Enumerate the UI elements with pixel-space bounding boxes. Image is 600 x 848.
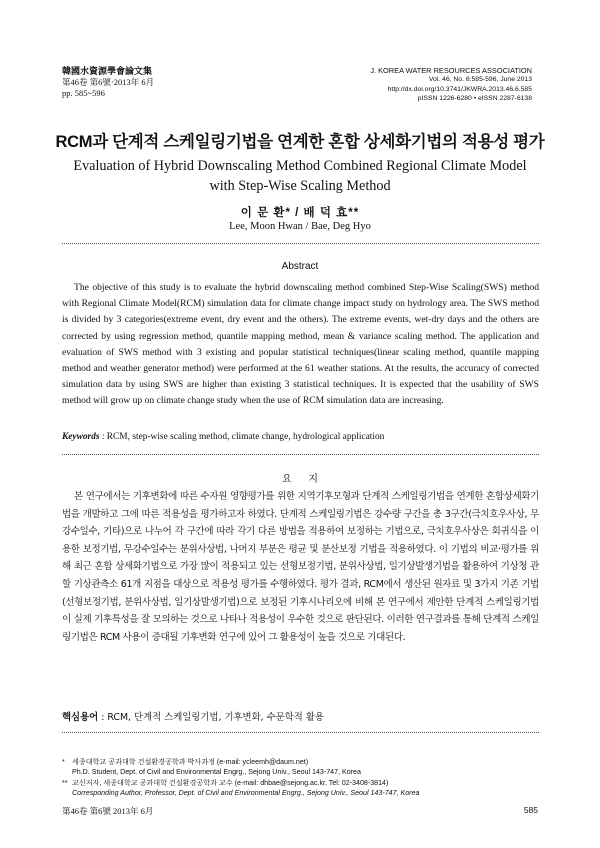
- footnote-1: [62, 758, 539, 777]
- journal-doi[interactable]: http://dx.doi.org/10.3741/JKWRA.2013.46.6.585: [387, 85, 532, 93]
- footnote-1-en: Ph.D. Student, Dept. of Civil and Environmental Engrg., Sejong Univ., Seoul 143-747, Korea: [72, 767, 361, 776]
- journal-header-right: [272, 66, 532, 103]
- journal-pages: pp. 585~596: [62, 88, 105, 98]
- footnote-1-mark: *: [62, 758, 65, 766]
- footnote-1-ko: 세종대학교 공과대학 건설환경공학과 박사과정 (e-mail: ycleemh@daum.net): [72, 758, 309, 766]
- keywords-ko-label: 핵심용어: [62, 712, 99, 723]
- keywords-ko: [62, 709, 539, 723]
- journal-issn: pISSN 1226-6280 • eISSN 2287-6138: [417, 94, 532, 102]
- divider: [62, 454, 539, 455]
- authors-en: Lee, Moon Hwan / Bae, Deg Hyo: [229, 221, 371, 232]
- page-footer-left: 第46卷 第6號 2013年 6月: [62, 806, 154, 816]
- footnote-2: [62, 779, 539, 798]
- summary-heading: 요 지: [282, 474, 318, 485]
- summary-text: 본 연구에서는 기후변화에 따른 수자원 영향평가를 위한 지역기후모형과 단계적 스케일링기법을 연계한 혼합상세화기법을 개발하고 그에 따른 적용성을 평가하고자 하였다. 단계적 스케일링기법은 강수량 구간을 총 3구간(극치호우사상, 무강수일수, 기타)으로 나누어 각 구간에 따라 각기 다른 방법을 적용하여 보정하는 기법으로, 극치호우사상은 회귀식을 이용한 보정기법, 무강수일수는 분위사상법, 나머지 부분은 평균 및 분산보정 기법을 적용하였다. 이 기법의 비교·평가를 위해 최근 혼합 상세화기법으로 가장 많이 적용되고 있는 선형보정기법, 분위사상법, 일기상발생기법을 활용하여 기상청 관할 기상관측소 61개 지점을 대상으로 적용성 평가를 수행하였다. 평가 결과, RCM에서 생산된 원자료 및 3가지 기존 기법(선형보정기법, 분위사상법, 일기상발생기법)으로 보정된 기후시나리오에 비해 본 연구에서 제안한 단계적 스케일링기법이 실제 기후특성을 잘 모의하는 것으로 나타나 적용성이 우수한 것으로 판단된다. 이러한 연구결과를 통해 단계적 스케일링기법은 RCM 사용이 증대될 기후변화 연구에 있어 그 활용성이 높을 것으로 기대된다.: [62, 491, 539, 643]
- abstract-text: The objective of this study is to evaluate the hybrid downscaling method combined Step-Wise Scaling(SWS) method with Regional Climate Model(RCM) simulation data for climate change impact study on hydrology area. The SWS method is divided by 3 categories(extreme event, dry event and the others). The extreme events, wet-dry days and the others are corrected by using regression method, quantile mapping method, mean & variance scaling method. The application and evaluation of SWS method with 3 existing and popular statistical techniques(linear scaling method, quantile mapping method and weather generator method) were performed at the 61 weather stations. At the results, the accuracy of corrected simulation data by using SWS are higher than existing 3 statistical techniques. It is expected that the usability of SWS method will grow up on climate change study when the use of RCM simulation data are increasing.: [62, 282, 539, 407]
- journal-name-ko: 韓國水資源學會論文集: [62, 66, 153, 76]
- journal-header-left: [62, 66, 154, 99]
- keywords-text: : RCM, step-wise scaling method, climate change, hydrological application: [99, 432, 385, 442]
- paper-title-en-line1: Evaluation of Hybrid Downscaling Method Combined Regional Climate Model: [73, 158, 527, 174]
- journal-name-en: J. KOREA WATER RESOURCES ASSOCIATION: [370, 66, 532, 75]
- abstract-heading: Abstract: [281, 261, 319, 272]
- keywords-ko-text: : RCM, 단계적 스케일링기법, 기후변화, 수문학적 활용: [98, 712, 324, 723]
- footnote-2-ko: 교신저자, 세종대학교 공과대학 건설환경공학과 교수 (e-mail: dhbae@sejong.ac.kr, Tel: 02-3408-3814): [72, 779, 389, 787]
- paper-title-en-line2: with Step-Wise Scaling Method: [209, 178, 391, 194]
- abstract-body: [62, 280, 539, 410]
- keywords: [62, 432, 539, 442]
- journal-volume-ko: 第46卷 第6號·2013年 6月: [62, 77, 155, 87]
- footnote-2-en: Corresponding Author, Professor, Dept. of Civil and Environmental Engrg., Sejong Univ., Seoul 143-747, Korea: [72, 788, 420, 797]
- divider: [62, 243, 539, 244]
- journal-volume-en: Vol. 46, No. 6:585-596, June 2013: [428, 76, 532, 84]
- authors-ko: 이 문 환* / 배 덕 효**: [240, 207, 360, 219]
- divider: [62, 732, 539, 733]
- paper-title-ko: RCM과 단계적 스케일링기법을 연계한 혼합 상세화기법의 적용성 평가: [55, 133, 545, 151]
- page-number: 585: [523, 805, 538, 815]
- paper-title-en: [60, 156, 540, 196]
- footnote-2-mark: **: [62, 779, 68, 787]
- keywords-label: Keywords: [62, 432, 100, 442]
- summary-body: [62, 488, 539, 646]
